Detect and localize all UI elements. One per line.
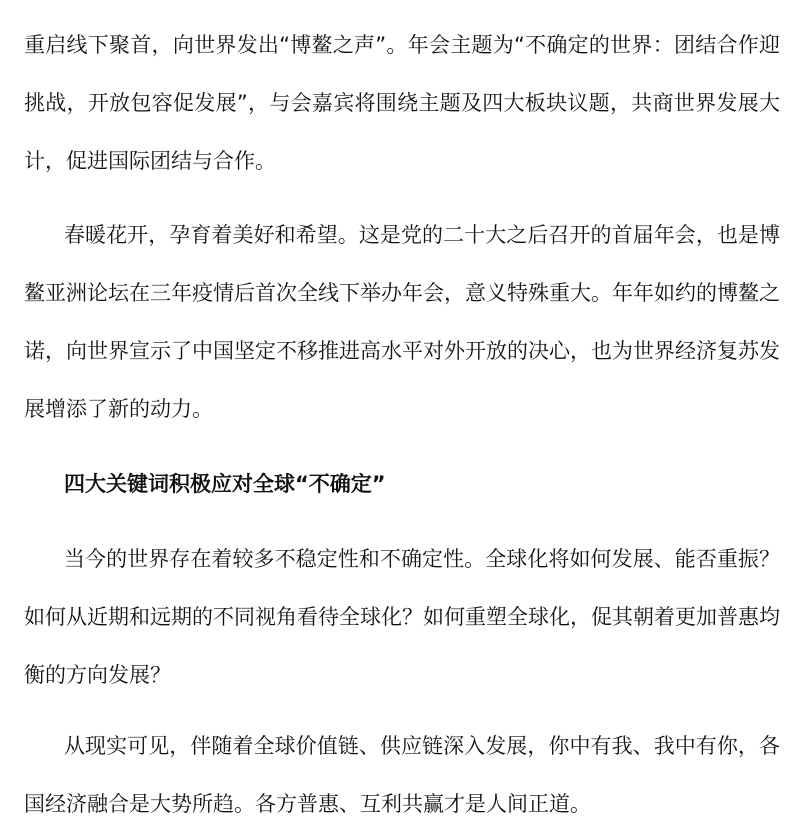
paragraph-2: 春暖花开，孕育着美好和希望。这是党的二十大之后召开的首届年会，也是博鳌亚洲论坛在三年疫情后首次全线下举办年会，意义特殊重大。年年如约的博鳌之诺，向世界宣示了中国坚定不移推进高水平对外开放的决心，也为世界经济复苏发展增添了新的动力。 (24, 223, 780, 421)
paragraph-3: 当今的世界存在着较多不稳定性和不确定性。全球化将如何发展、能否重振？如何从近期和远期的不同视角看待全球化？如何重塑全球化，促其朝着更加普惠均衡的方向发展？ (24, 547, 780, 687)
paragraph-4: 从现实可见，伴随着全球价值链、供应链深入发展，你中有我、我中有你，各国经济融合是大势所趋。各方普惠、互利共赢才是人间正道。 (24, 734, 780, 816)
paragraph-1: 重启线下聚首，向世界发出“博鳌之声”。年会主题为“不确定的世界：团结合作迎挑战，开放包容促发展”，与会嘉宾将围绕主题及四大板块议题，共商世界发展大计，促进国际团结与合作。 (24, 33, 780, 173)
article-body (24, 0, 780, 816)
section-heading: 四大关键词积极应对全球“不确定” (64, 472, 386, 496)
